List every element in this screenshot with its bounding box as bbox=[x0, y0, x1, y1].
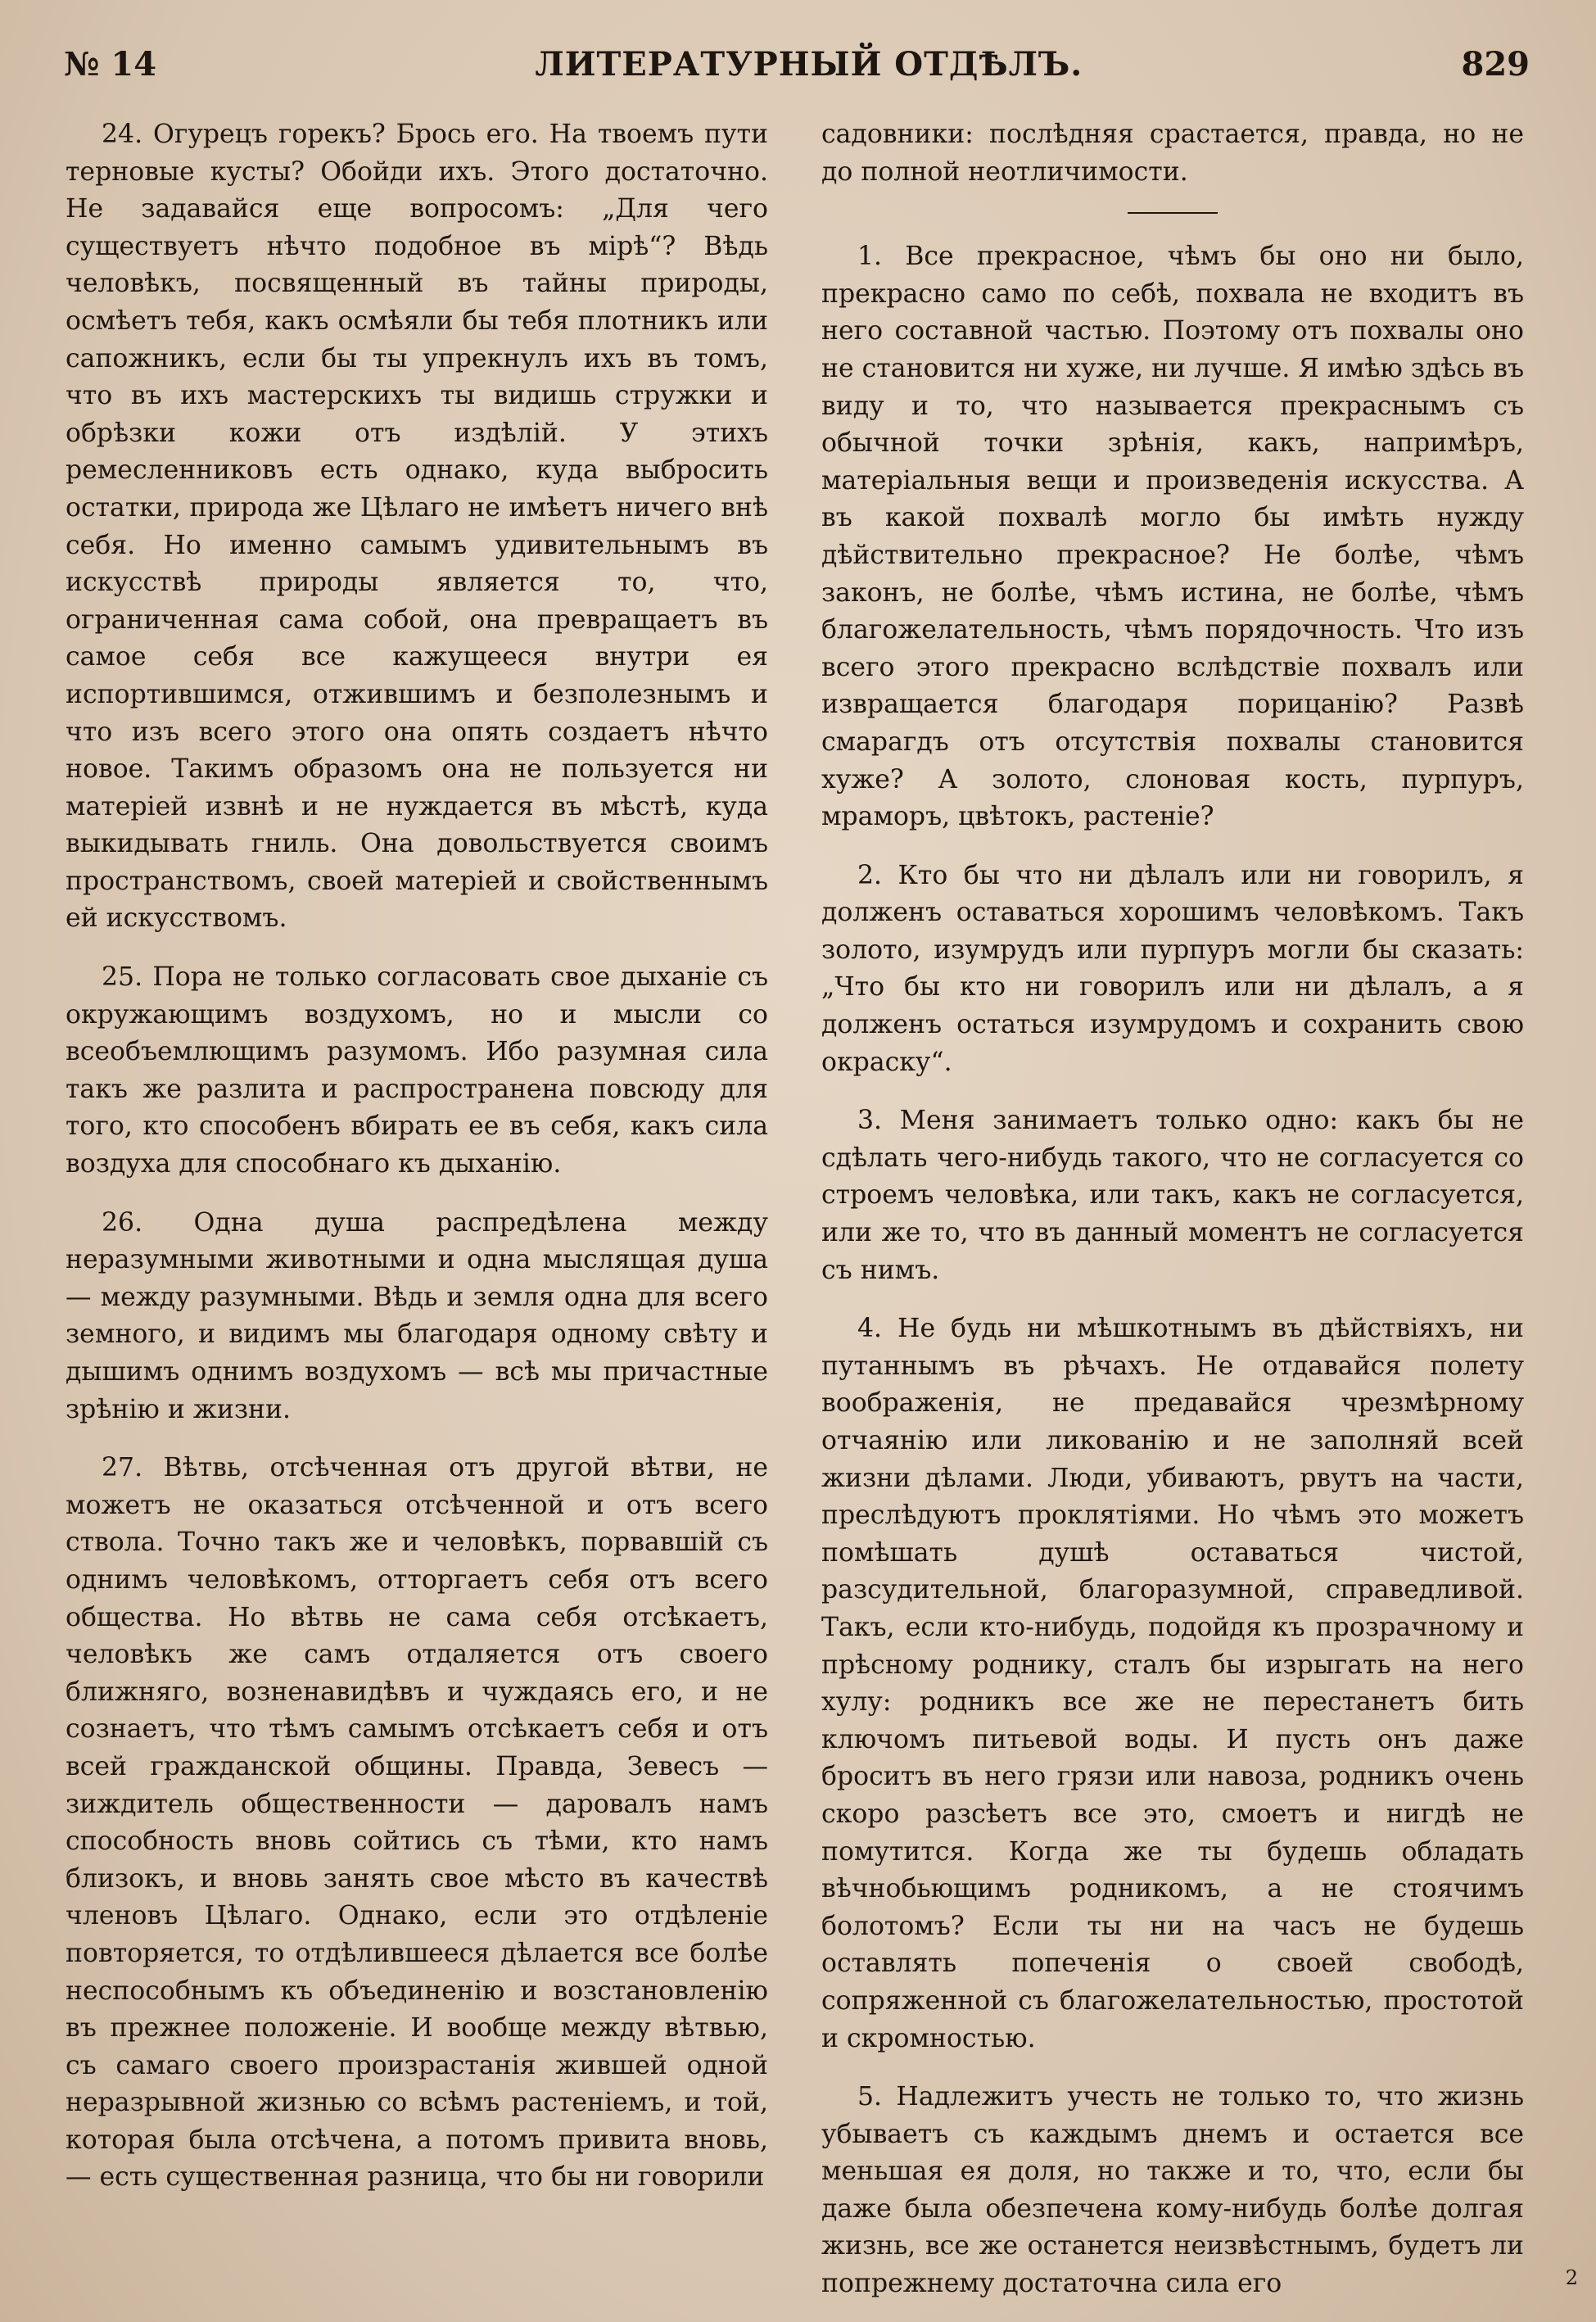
paragraph-26: 26. Одна душа распредѣлена между неразумными животными и одна мыслящая душа — между разумными. Вѣдь и земля одна для всего земного, и видимъ мы благодаря одному свѣту и дышимъ однимъ воздухомъ — всѣ мы причастные зрѣнію и жизни. bbox=[66, 1207, 768, 1424]
paragraph-27-continued: садовники: послѣдняя срастается, правда, но не до полной неотличимости. bbox=[821, 120, 1524, 187]
paragraph-27: 27. Вѣтвь, отсѣченная отъ другой вѣтви, не можетъ не оказаться отсѣченной и отъ всего ствола. Точно такъ же и человѣкъ, порвавшій съ однимъ человѣкомъ, отторгаетъ себя отъ всего общества. Но вѣтвь не сама себя отсѣкаетъ, человѣкъ же самъ отдаляется отъ своего ближняго, возненавидѣвъ и чуждаясь его, и не сознаетъ, что тѣмъ самымъ отсѣкаетъ себя и отъ всей гражданской общины. Правда, Зевесъ — зиждитель общественности — даровалъ намъ способность вновь сойтись съ тѣми, кто намъ близокъ, и вновь занять свое мѣсто въ качествѣ членовъ Цѣлаго. Однако, если это отдѣленіе повторяется, то отдѣлившееся дѣлается все болѣе неспособнымъ къ объединенію и возстановленію въ прежнее положеніе. И вообще между вѣтвью, съ самаго своего произрастанія жившей одной неразрывной жизнью со всѣмъ растеніемъ, и той, которая была отсѣчена, а потомъ привита вновь, — есть существенная разница, что бы ни говорили bbox=[66, 1453, 768, 2193]
paragraph-25: 25. Пора не только согласовать свое дыханіе съ окружающимъ воздухомъ, но и мысли со всеобъемлющимъ разумомъ. Ибо разумная сила такъ же разлита и распространена повсюду для того, кто способенъ вбирать ее въ себя, какъ сила воздуха для способнаго къ дыханію. bbox=[66, 962, 768, 1179]
left-column bbox=[66, 116, 768, 2197]
page-header bbox=[64, 39, 1530, 88]
paragraph-5: 5. Надлежитъ учесть не только то, что жизнь убываетъ съ каждымъ днемъ и остается все меньшая ея доля, но также и то, что, если бы даже была обезпечена кому-нибудь болѣе долгая жизнь, все же останется неизвѣстнымъ, будетъ ли попрежнему достаточна сила его bbox=[821, 2082, 1524, 2299]
paragraph-4: 4. Не будь ни мѣшкотнымъ въ дѣйствіяхъ, ни путаннымъ въ рѣчахъ. Не отдавайся полету воображенія, не предавайся чрезмѣрному отчаянію или ликованію и не заполняй всей жизни дѣлами. Люди, убиваютъ, рвутъ на части, преслѣдуютъ проклятіями. Но чѣмъ это можетъ помѣшать душѣ оставаться чистой, разсудительной, благоразумной, справедливой. Такъ, если кто-нибудь, подойдя къ прозрачному и прѣсному роднику, сталъ бы изрыгать на него хулу: родникъ все же не перестанетъ бить ключомъ питьевой воды. И пусть онъ даже броситъ въ него грязи или навоза, родникъ очень скоро разсѣетъ все это, смоетъ и нигдѣ не помутится. Когда же ты будешь обладать вѣчнобьющимъ родникомъ, а не стоячимъ болотомъ? Если ты ни на часъ не будешь оставлять попеченія о своей свободѣ, сопряженной съ благожелательностью, простотой и скромностью. bbox=[821, 1314, 1524, 2053]
paragraph-24: 24. Огурецъ горекъ? Брось его. На твоемъ пути терновые кусты? Обойди ихъ. Этого достаточно. Не задавайся еще вопросомъ: „Для чего существуетъ нѣчто подобное въ мірѣ“? Вѣдь человѣкъ, посвященный въ тайны природы, осмѣетъ тебя, какъ осмѣяли бы тебя плотникъ или сапожникъ, если бы ты упрекнулъ ихъ въ томъ, что въ ихъ мастерскихъ ты видишь стружки и обрѣзки кожи отъ издѣлій. У этихъ ремесленниковъ есть однако, куда выбросить остатки, природа же Цѣлаго не имѣетъ ничего внѣ себя. Но именно самымъ удивительнымъ въ искусствѣ природы является то, что, ограниченная сама собой, она превращаетъ въ самое себя все кажущееся внутри ея испортившимся, отжившимъ и безполезнымъ и что изъ всего этого она опять создаетъ нѣчто новое. Такимъ образомъ она не пользуется ни матеріей извнѣ и не нуждается въ мѣстѣ, куда выкидывать гниль. Она довольствуется своимъ пространствомъ, своей матеріей и свойственнымъ ей искусствомъ. bbox=[66, 120, 768, 934]
signature-mark: 2 bbox=[1565, 2266, 1578, 2289]
paragraph-3: 3. Меня занимаетъ только одно: какъ бы не сдѣлать чего-нибудь такого, что не согласуется со строемъ человѣка, или такъ, какъ не согласуется, или же то, что въ данный моментъ не согласуется съ нимъ. bbox=[821, 1106, 1524, 1285]
page-number: 829 bbox=[1461, 44, 1530, 84]
section-title: ЛИТЕРАТУРНЫЙ ОТДѢЛЪ. bbox=[535, 44, 1083, 84]
right-column bbox=[821, 116, 1524, 2303]
paragraph-1: 1. Все прекрасное, чѣмъ бы оно ни было, прекрасно само по себѣ, похвала не входитъ въ него составной частью. Поэтому отъ похвалы оно не становится ни хуже, ни лучше. Я имѣю здѣсь въ виду и то, что называется прекраснымъ съ обычной точки зрѣнія, какъ, напримѣръ, матеріальныя вещи и произведенія искусства. А въ какой похвалѣ могло бы имѣть нужду дѣйствительно прекрасное? Не болѣе, чѣмъ законъ, не болѣе, чѣмъ истина, не болѣе, чѣмъ благожелательность, чѣмъ порядочность. Что изъ всего этого прекрасно вслѣдствіе похвалъ или извращается благодаря порицанію? Развѣ смарагдъ отъ отсутствія похвалы становится хуже? А золото, слоновая кость, пурпуръ, мраморъ, цвѣтокъ, растеніе? bbox=[821, 242, 1524, 832]
section-divider bbox=[1128, 212, 1218, 214]
issue-number: № 14 bbox=[64, 44, 157, 84]
paragraph-2: 2. Кто бы что ни дѣлалъ или ни говорилъ, я долженъ оставаться хорошимъ человѣкомъ. Такъ золото, изумрудъ или пурпуръ могли бы сказать: „Что бы кто ни говорилъ или ни дѣлалъ, а я долженъ остаться изумрудомъ и сохранить свою окраску“. bbox=[821, 860, 1524, 1077]
